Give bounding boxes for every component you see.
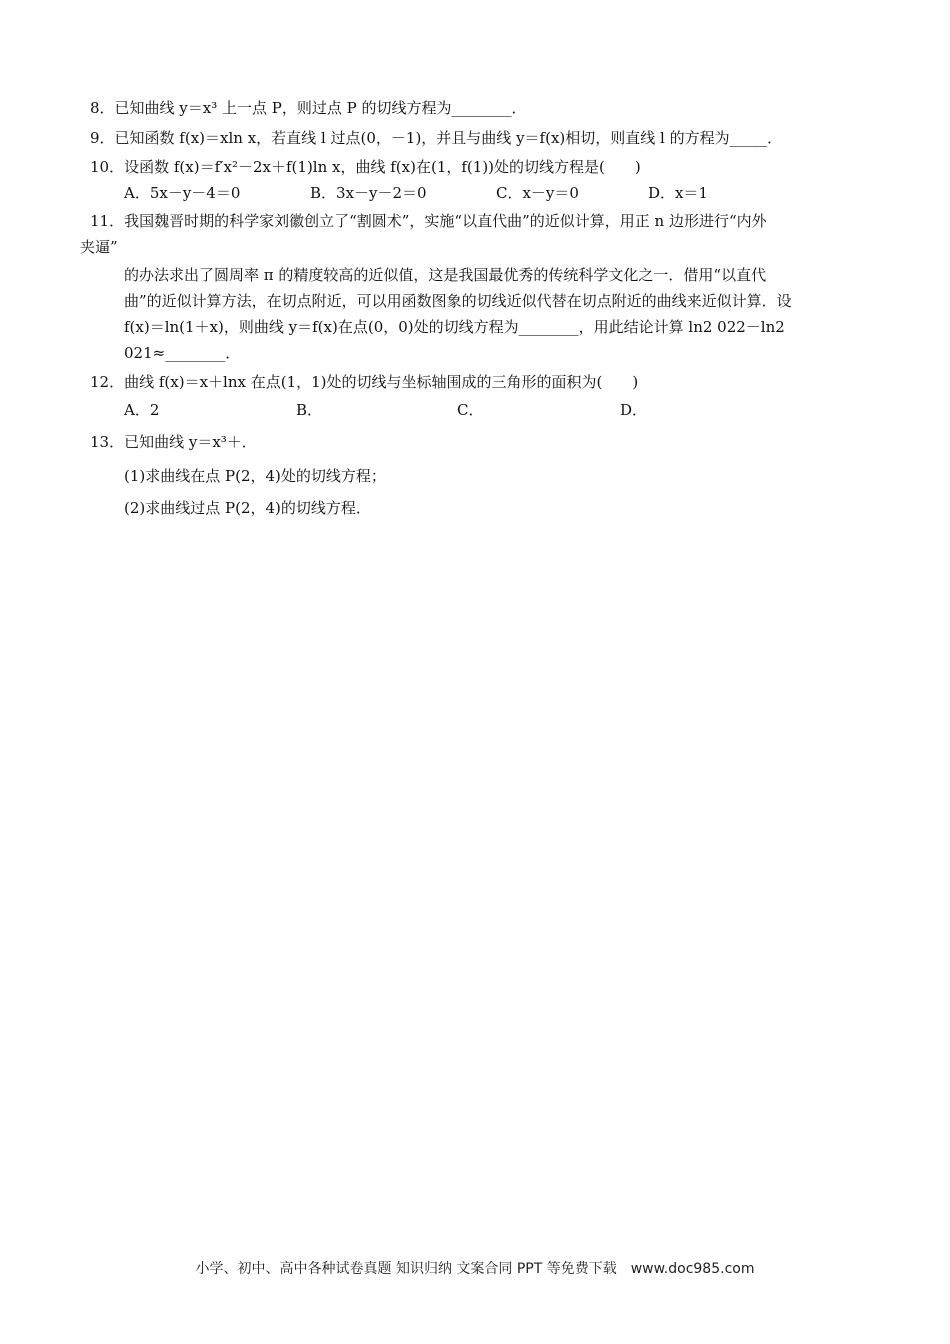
q12-option-b: B． xyxy=(296,401,323,419)
page-footer: 小学、初中、高中各种试卷真题 知识归纳 文案合同 PPT 等免费下载 www.doc985.com xyxy=(195,1261,755,1277)
question-8: 8．已知曲线 y＝x³ 上一点 P，则过点 P 的切线方程为________． xyxy=(90,99,527,117)
q10-option-a: A．5x－y－4＝0 xyxy=(124,184,241,202)
question-9: 9．已知函数 f(x)＝xln x，若直线 l 过点(0，－1)，并且与曲线 y＝f(x)相切，则直线 l 的方程为_____． xyxy=(90,129,783,147)
q10-option-c: C．x－y＝0 xyxy=(496,184,579,202)
question-13: 13．已知曲线 y＝x³＋． xyxy=(90,433,257,451)
question-11-line-2: 夹逼” xyxy=(80,238,118,256)
q10-option-d: D．x＝1 xyxy=(648,184,709,202)
question-10: 10．设函数 f(x)＝f′x²－2x＋f(1)ln x，曲线 f(x)在(1，f(1))处的切线方程是( ) xyxy=(90,158,641,176)
q12-option-d: D． xyxy=(620,401,648,419)
question-11-line-3: 的办法求出了圆周率 π 的精度较高的近似值，这是我国最优秀的传统科学文化之一．借用“以直代 xyxy=(124,266,767,284)
question-12: 12．曲线 f(x)＝x＋lnx 在点(1，1)处的切线与坐标轴围成的三角形的面积为( ) xyxy=(90,373,639,391)
q13-part-2: (2)求曲线过点 P(2，4)的切线方程． xyxy=(124,499,371,517)
question-11-line-4: 曲”的近似计算方法，在切点附近，可以用函数图象的切线近似代替在切点附近的曲线来近似计算．设 xyxy=(124,292,792,310)
q12-option-c: C． xyxy=(457,401,484,419)
question-11-line-6: 021≈________． xyxy=(124,344,241,362)
question-11-line-1: 11．我国魏晋时期的科学家刘徽创立了“割圆术”，实施“以直代曲”的近似计算，用正 n 边形进行“内外 xyxy=(90,212,767,230)
question-11-line-5: f(x)＝ln(1＋x)，则曲线 y＝f(x)在点(0，0)处的切线方程为________，用此结论计算 ln2 022－ln2 xyxy=(124,318,785,336)
q13-part-1: (1)求曲线在点 P(2，4)处的切线方程； xyxy=(124,467,386,485)
q10-option-b: B．3x－y－2＝0 xyxy=(310,184,427,202)
q12-option-a: A．2 xyxy=(124,401,160,419)
